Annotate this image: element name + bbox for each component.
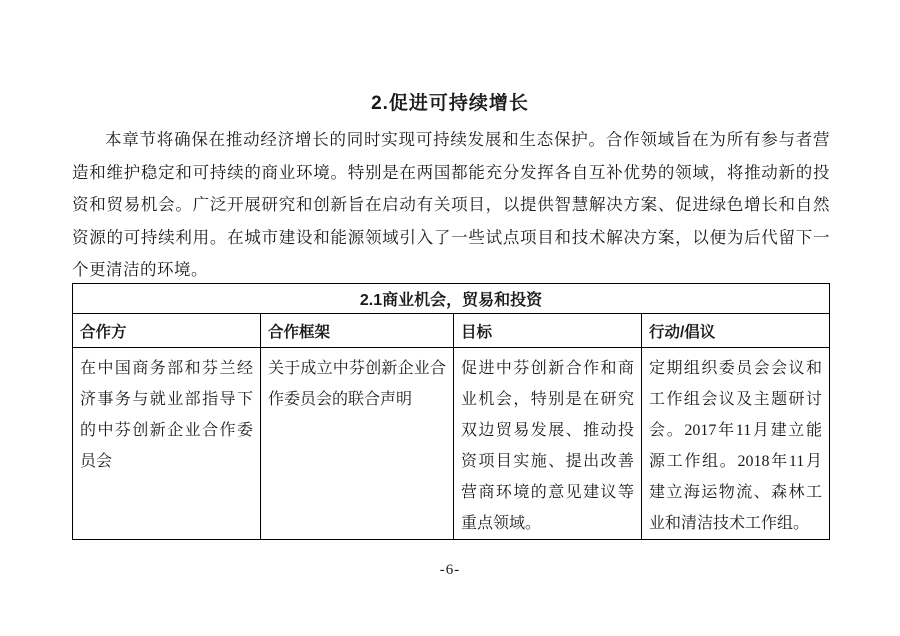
- cell-goal: 促进中芬创新合作和商业机会，特别是在研究双边贸易发展、推动投资项目实施、提出改善营商环境的意见建议等重点领域。: [454, 348, 642, 540]
- cell-partner: 在中国商务部和芬兰经济事务与就业部指导下的中芬创新企业合作委员会: [73, 348, 261, 540]
- table-header-row: [73, 314, 830, 348]
- section-paragraph: 本章节将确保在推动经济增长的同时实现可持续发展和生态保护。合作领域旨在为所有参与者营造和维护稳定和可持续的商业环境。特别是在两国都能充分发挥各自互补优势的领域，将推动新的投资和贸易机会。广泛开展研究和创新旨在启动有关项目，以提供智慧解决方案、促进绿色增长和自然资源的可持续利用。在城市建设和能源领域引入了一些试点项目和技术解决方案，以便为后代留下一个更清洁的环境。: [72, 130, 830, 279]
- cell-actions: 定期组织委员会会议和工作组会议及主题研讨会。2017年11月建立能源工作组。2018年11月建立海运物流、森林工业和清洁技术工作组。: [642, 348, 830, 540]
- table-row: [73, 348, 830, 540]
- cooperation-table: [72, 283, 830, 540]
- column-header-actions: 行动/倡议: [642, 314, 830, 348]
- cell-framework: 关于成立中芬创新企业合作委员会的联合声明: [261, 348, 454, 540]
- page-number: -6-: [439, 562, 461, 578]
- table-title-row: [73, 284, 830, 314]
- column-header-framework: 合作框架: [261, 314, 454, 348]
- column-header-partner: 合作方: [73, 314, 261, 348]
- table-title: 2.1商业机会，贸易和投资: [73, 284, 830, 314]
- column-header-goal: 目标: [454, 314, 642, 348]
- section-title: 2.促进可持续增长: [371, 93, 529, 114]
